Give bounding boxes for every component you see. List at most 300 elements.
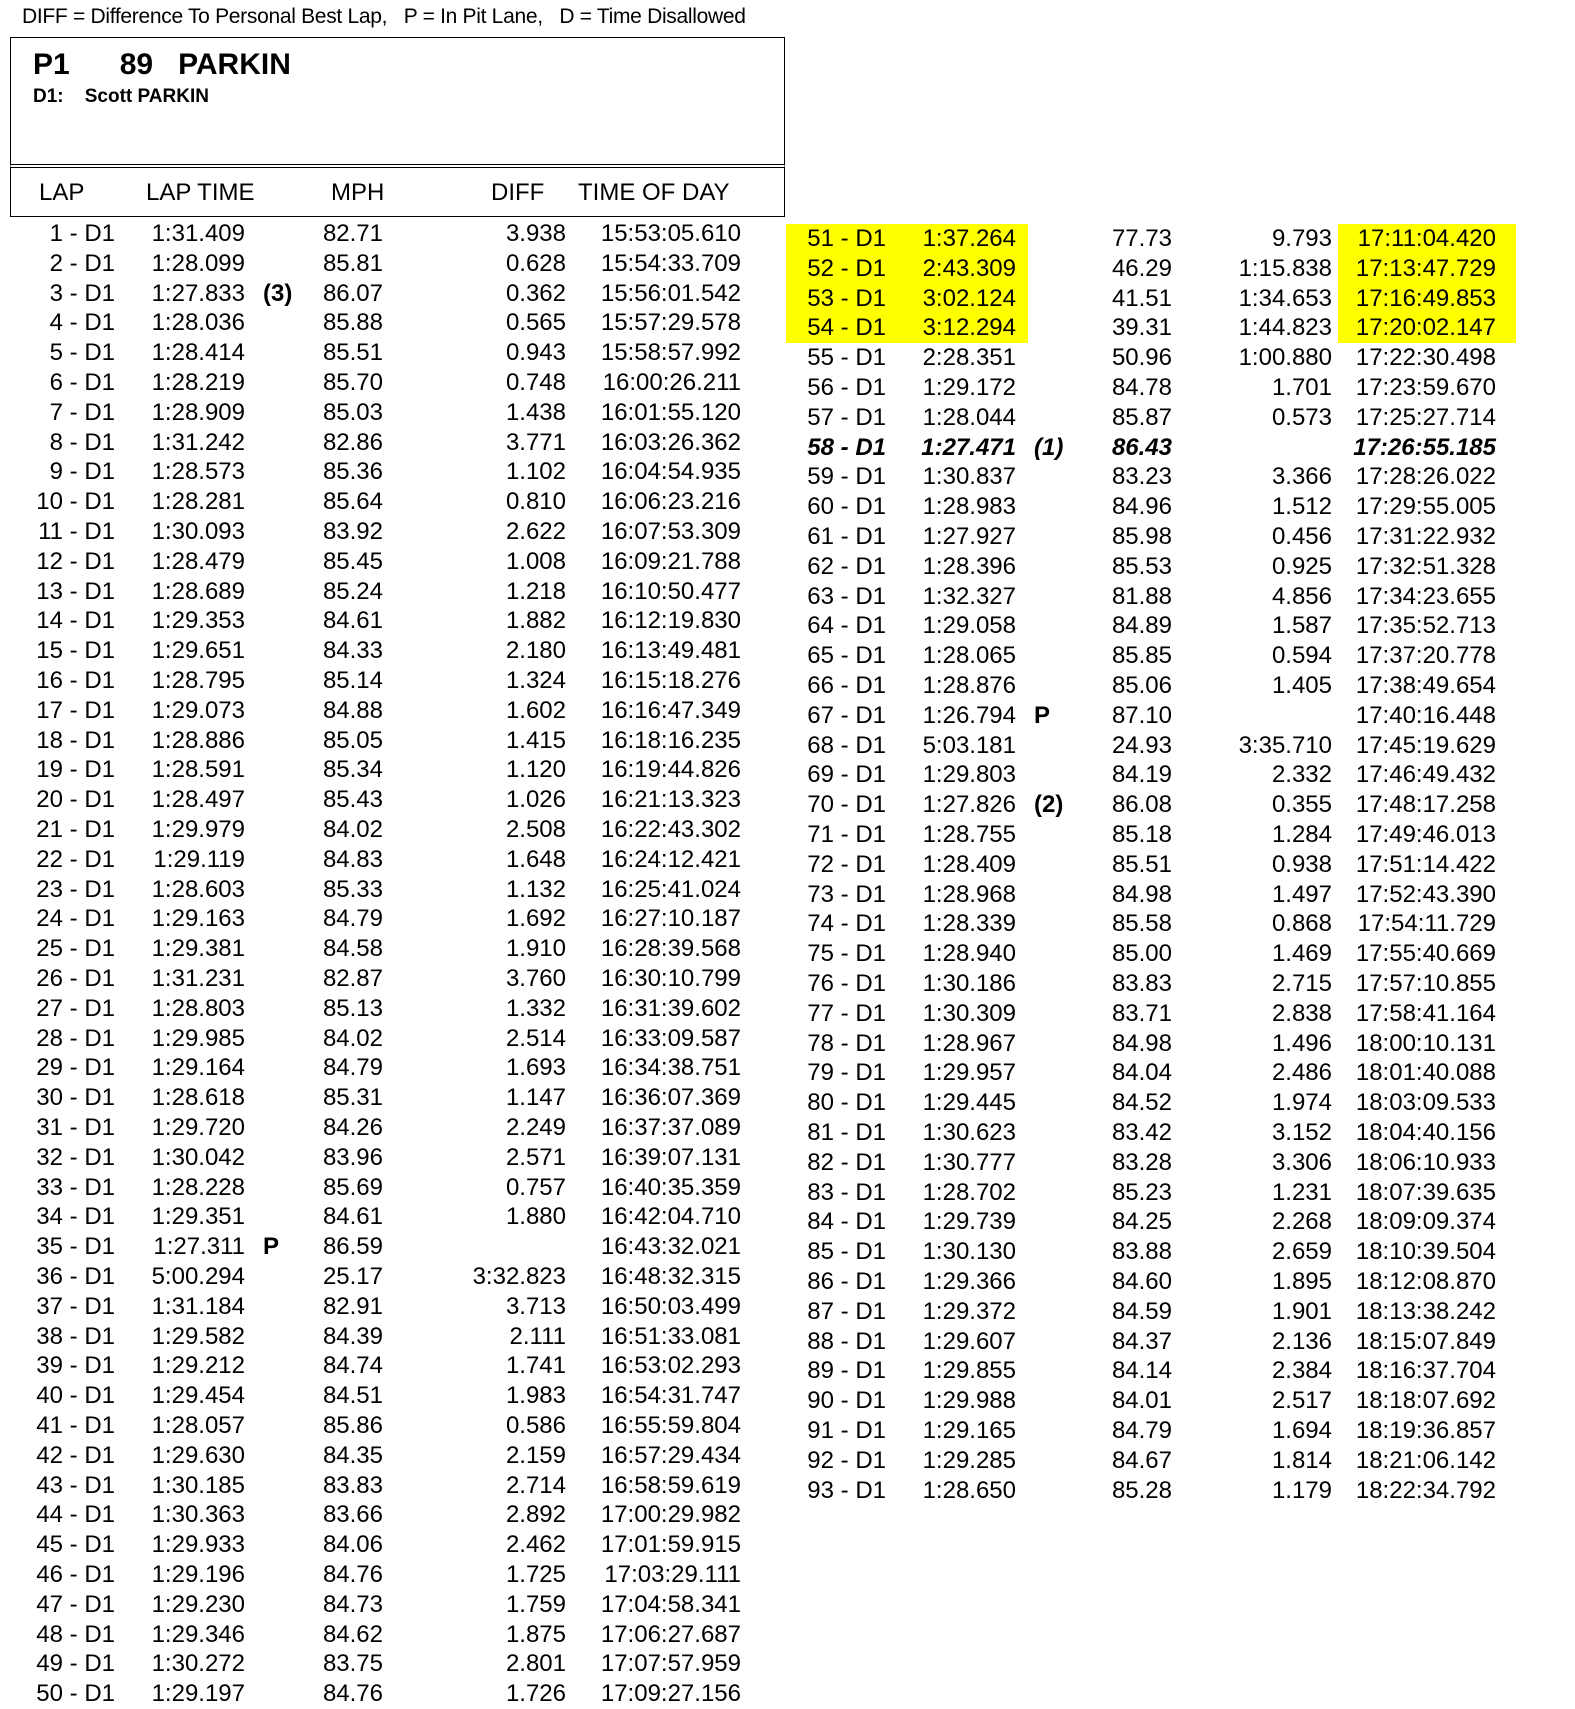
lap-mph: 84.26 bbox=[322, 1114, 383, 1141]
lap-mph: 85.98 bbox=[1111, 523, 1172, 550]
lap-row bbox=[786, 1237, 1575, 1267]
lap-time-of-day: 16:28:39.568 bbox=[600, 935, 741, 963]
lap-time-of-day: 17:49:46.013 bbox=[1355, 821, 1496, 848]
lap-time: 1:32.327 bbox=[922, 582, 1016, 610]
lap-mph: 84.52 bbox=[1111, 1089, 1172, 1117]
lap-mph: 41.51 bbox=[1111, 284, 1172, 312]
lap-number: 16 - D1 bbox=[36, 667, 115, 694]
lap-number: 41 - D1 bbox=[36, 1412, 115, 1439]
lap-mph: 84.67 bbox=[1111, 1446, 1172, 1474]
lap-number: 34 - D1 bbox=[36, 1203, 115, 1231]
lap-time: 1:28.057 bbox=[151, 1412, 245, 1439]
lap-time: 1:28.065 bbox=[922, 642, 1016, 670]
lap-row bbox=[786, 1029, 1575, 1059]
lap-diff: 2.801 bbox=[505, 1650, 566, 1678]
lap-row bbox=[0, 1143, 760, 1173]
lap-row bbox=[0, 1441, 760, 1471]
lap-row bbox=[786, 1207, 1575, 1237]
lap-time: 1:30.042 bbox=[151, 1143, 245, 1171]
driver-header-box bbox=[10, 37, 785, 164]
lap-mph: 85.51 bbox=[1111, 850, 1172, 878]
lap-row bbox=[786, 1476, 1575, 1506]
lap-time: 1:29.454 bbox=[151, 1382, 245, 1410]
lap-time-of-day: 17:51:14.422 bbox=[1355, 850, 1496, 878]
lap-mph: 86.59 bbox=[322, 1233, 383, 1261]
lap-time: 1:28.099 bbox=[151, 249, 245, 277]
lap-time: 1:30.309 bbox=[922, 999, 1016, 1027]
lap-time: 1:28.603 bbox=[151, 875, 245, 903]
lap-mph: 83.28 bbox=[1111, 1148, 1172, 1176]
lap-mph: 84.35 bbox=[322, 1441, 383, 1469]
lap-mph: 85.81 bbox=[322, 249, 383, 277]
lap-number: 50 - D1 bbox=[36, 1680, 115, 1708]
lap-row bbox=[0, 1560, 760, 1590]
lap-time: 1:30.093 bbox=[151, 518, 245, 545]
lap-time: 1:29.163 bbox=[151, 905, 245, 933]
lap-diff: 2.111 bbox=[509, 1322, 566, 1350]
lap-number: 75 - D1 bbox=[807, 940, 886, 968]
lap-mph: 85.31 bbox=[322, 1084, 383, 1112]
lap-time: 1:31.231 bbox=[151, 965, 245, 992]
lap-number: 36 - D1 bbox=[36, 1263, 115, 1290]
lap-row bbox=[0, 964, 760, 994]
lap-diff: 1.512 bbox=[1271, 493, 1332, 521]
lap-row bbox=[786, 284, 1575, 314]
lap-mph: 82.86 bbox=[322, 428, 383, 456]
lap-time-of-day: 16:50:03.499 bbox=[600, 1292, 741, 1320]
lap-time-of-day: 18:01:40.088 bbox=[1355, 1059, 1496, 1087]
lap-diff: 0.573 bbox=[1271, 403, 1332, 431]
lap-time-of-day: 17:23:59.670 bbox=[1355, 374, 1496, 401]
lap-time-of-day: 15:56:01.542 bbox=[600, 279, 741, 307]
lap-row bbox=[0, 1411, 760, 1441]
lap-mph: 83.92 bbox=[322, 518, 383, 545]
lap-mph: 83.66 bbox=[322, 1501, 383, 1529]
lap-time-of-day: 17:01:59.915 bbox=[600, 1531, 741, 1559]
lap-time: 1:29.230 bbox=[151, 1590, 245, 1618]
lap-number: 33 - D1 bbox=[36, 1173, 115, 1201]
lap-row bbox=[0, 219, 760, 249]
lap-number: 91 - D1 bbox=[807, 1417, 886, 1444]
col-lap-time: LAP TIME bbox=[146, 179, 255, 206]
lap-time-of-day: 17:22:30.498 bbox=[1355, 344, 1496, 372]
lap-time: 1:28.968 bbox=[922, 880, 1016, 908]
lap-row bbox=[786, 1178, 1575, 1208]
lap-row bbox=[0, 368, 760, 398]
lap-time: 1:27.826 bbox=[922, 791, 1016, 819]
lap-time-of-day: 17:31:22.932 bbox=[1355, 523, 1496, 550]
lap-number: 54 - D1 bbox=[807, 314, 886, 342]
lap-time: 1:28.909 bbox=[151, 398, 245, 426]
lap-time: 1:26.794 bbox=[922, 701, 1016, 729]
lap-time-of-day: 16:40:35.359 bbox=[600, 1173, 741, 1201]
lap-diff: 1.496 bbox=[1271, 1029, 1332, 1057]
lap-row bbox=[0, 875, 760, 905]
lap-mph: 83.23 bbox=[1111, 463, 1172, 491]
lap-time: 1:29.165 bbox=[922, 1417, 1016, 1444]
lap-time-of-day: 16:19:44.826 bbox=[600, 756, 741, 784]
lap-number: 71 - D1 bbox=[807, 821, 886, 848]
lap-diff: 1.882 bbox=[505, 607, 566, 635]
lap-row bbox=[786, 1327, 1575, 1357]
lap-row bbox=[0, 1322, 760, 1352]
lap-number: 26 - D1 bbox=[36, 965, 115, 992]
lap-time-of-day: 17:38:49.654 bbox=[1355, 672, 1496, 699]
lap-time-of-day: 17:46:49.432 bbox=[1355, 761, 1496, 789]
lap-time: 1:29.212 bbox=[151, 1352, 245, 1380]
lap-time: 1:28.795 bbox=[151, 667, 245, 694]
lap-row bbox=[786, 850, 1575, 880]
lap-row bbox=[0, 1083, 760, 1113]
lap-mph: 85.64 bbox=[322, 488, 383, 516]
lap-diff: 1.741 bbox=[505, 1352, 566, 1380]
lap-row bbox=[0, 904, 760, 934]
lap-diff: 1:00.880 bbox=[1238, 344, 1332, 372]
lap-diff: 1:15.838 bbox=[1238, 254, 1332, 282]
lap-time-of-day: 17:34:23.655 bbox=[1355, 582, 1496, 610]
lap-row bbox=[0, 308, 760, 338]
driver-label: D1: bbox=[33, 86, 64, 107]
lap-mph: 87.10 bbox=[1111, 701, 1172, 729]
lap-row bbox=[0, 815, 760, 845]
lap-mph: 85.86 bbox=[322, 1412, 383, 1439]
lap-time: 1:28.967 bbox=[922, 1029, 1016, 1057]
lap-time-of-day: 17:55:40.669 bbox=[1355, 940, 1496, 968]
lap-time-of-day: 17:58:41.164 bbox=[1355, 999, 1496, 1027]
lap-time: 1:29.351 bbox=[151, 1203, 245, 1231]
lap-diff: 1.120 bbox=[505, 756, 566, 784]
lap-mph: 84.61 bbox=[322, 607, 383, 635]
lap-mph: 85.69 bbox=[322, 1173, 383, 1201]
lap-time: 1:28.219 bbox=[151, 369, 245, 396]
lap-diff: 2.384 bbox=[1271, 1357, 1332, 1385]
lap-mph: 84.83 bbox=[322, 845, 383, 873]
lap-diff: 1.147 bbox=[505, 1084, 566, 1112]
lap-row bbox=[0, 1679, 760, 1709]
lap-mph: 84.04 bbox=[1111, 1059, 1172, 1087]
lap-row bbox=[786, 462, 1575, 492]
lap-time: 1:29.985 bbox=[151, 1024, 245, 1052]
lap-time: 1:28.573 bbox=[151, 458, 245, 486]
lap-number: 17 - D1 bbox=[36, 696, 115, 724]
lap-mph: 84.58 bbox=[322, 935, 383, 963]
lap-row bbox=[786, 820, 1575, 850]
lap-time-of-day: 16:06:23.216 bbox=[600, 488, 741, 516]
lap-number: 86 - D1 bbox=[807, 1268, 886, 1295]
lap-time-of-day: 16:16:47.349 bbox=[600, 696, 741, 724]
lap-time: 1:28.281 bbox=[151, 488, 245, 516]
lap-time-of-day: 16:04:54.935 bbox=[600, 458, 741, 486]
lap-time-of-day: 16:30:10.799 bbox=[600, 965, 741, 992]
lap-mph: 24.93 bbox=[1111, 731, 1172, 759]
lap-diff: 1.415 bbox=[505, 726, 566, 754]
lap-diff: 3:35.710 bbox=[1238, 731, 1332, 759]
lap-flag: (2) bbox=[1034, 791, 1064, 819]
lap-number: 62 - D1 bbox=[807, 552, 886, 580]
lap-number: 70 - D1 bbox=[807, 791, 886, 819]
lap-number: 15 - D1 bbox=[36, 637, 115, 665]
lap-time: 1:29.366 bbox=[922, 1268, 1016, 1295]
lap-number: 7 - D1 bbox=[49, 398, 115, 426]
lap-diff: 1.814 bbox=[1271, 1446, 1332, 1474]
lap-mph: 84.79 bbox=[322, 905, 383, 933]
lap-time-of-day: 17:45:19.629 bbox=[1355, 731, 1496, 759]
lap-mph: 85.05 bbox=[322, 726, 383, 754]
lap-number: 28 - D1 bbox=[36, 1024, 115, 1052]
lap-number: 90 - D1 bbox=[807, 1387, 886, 1415]
lap-row bbox=[786, 671, 1575, 701]
lap-mph: 85.58 bbox=[1111, 910, 1172, 938]
lap-time-of-day: 16:00:26.211 bbox=[602, 369, 741, 396]
lap-number: 78 - D1 bbox=[807, 1029, 886, 1057]
lap-time-of-day: 16:15:18.276 bbox=[600, 667, 741, 694]
lap-number: 30 - D1 bbox=[36, 1084, 115, 1112]
lap-time-of-day: 18:03:09.533 bbox=[1355, 1089, 1496, 1117]
lap-time: 1:28.876 bbox=[922, 672, 1016, 699]
lap-mph: 84.79 bbox=[322, 1054, 383, 1082]
lap-diff: 2.571 bbox=[505, 1143, 566, 1171]
lap-time-of-day: 16:51:33.081 bbox=[600, 1322, 741, 1350]
lap-diff: 1.648 bbox=[505, 845, 566, 873]
col-time-of-day: TIME OF DAY bbox=[578, 179, 730, 206]
lap-number: 58 - D1 bbox=[807, 433, 886, 461]
lap-number: 76 - D1 bbox=[807, 970, 886, 997]
lap-diff: 1.725 bbox=[505, 1561, 566, 1588]
lap-diff: 2.892 bbox=[505, 1501, 566, 1529]
lap-number: 1 - D1 bbox=[49, 220, 115, 247]
lap-row bbox=[786, 552, 1575, 582]
lap-time: 1:27.927 bbox=[922, 523, 1016, 550]
lap-time: 1:29.739 bbox=[922, 1208, 1016, 1236]
lap-row bbox=[0, 1173, 760, 1203]
lap-mph: 82.91 bbox=[322, 1292, 383, 1320]
lap-number: 22 - D1 bbox=[36, 845, 115, 873]
lap-mph: 84.88 bbox=[322, 696, 383, 724]
lap-diff: 1:34.653 bbox=[1238, 284, 1332, 312]
lap-diff: 2.715 bbox=[1271, 970, 1332, 997]
lap-number: 52 - D1 bbox=[807, 254, 886, 282]
lap-number: 57 - D1 bbox=[807, 403, 886, 431]
lap-time-of-day: 17:32:51.328 bbox=[1355, 552, 1496, 580]
lap-row bbox=[0, 1262, 760, 1292]
lap-time-of-day: 16:54:31.747 bbox=[600, 1382, 741, 1410]
lap-number: 80 - D1 bbox=[807, 1089, 886, 1117]
lap-row bbox=[0, 994, 760, 1024]
lap-row bbox=[786, 433, 1575, 463]
lap-time-of-day: 15:57:29.578 bbox=[600, 309, 741, 337]
lap-row bbox=[0, 1530, 760, 1560]
lap-diff: 2.514 bbox=[505, 1024, 566, 1052]
lap-time: 1:37.264 bbox=[922, 225, 1016, 252]
lap-mph: 84.61 bbox=[322, 1203, 383, 1231]
lap-row bbox=[786, 1148, 1575, 1178]
lap-mph: 82.71 bbox=[322, 220, 383, 247]
lap-mph: 84.51 bbox=[322, 1382, 383, 1410]
lap-mph: 84.06 bbox=[322, 1531, 383, 1559]
lap-diff: 2.332 bbox=[1271, 761, 1332, 789]
lap-number: 59 - D1 bbox=[807, 463, 886, 491]
column-header bbox=[10, 164, 785, 217]
lap-row bbox=[0, 428, 760, 458]
lap-time: 1:30.272 bbox=[151, 1650, 245, 1678]
lap-diff: 1.895 bbox=[1271, 1268, 1332, 1295]
lap-time-of-day: 16:42:04.710 bbox=[600, 1203, 741, 1231]
lap-mph: 84.96 bbox=[1111, 493, 1172, 521]
lap-time-of-day: 18:19:36.857 bbox=[1355, 1417, 1496, 1444]
lap-time-of-day: 16:55:59.804 bbox=[600, 1412, 741, 1439]
lap-number: 53 - D1 bbox=[807, 284, 886, 312]
lap-diff: 4.856 bbox=[1271, 582, 1332, 610]
lap-time: 1:29.164 bbox=[151, 1054, 245, 1082]
lap-diff: 2.838 bbox=[1271, 999, 1332, 1027]
lap-row bbox=[0, 1202, 760, 1232]
lap-row bbox=[786, 1088, 1575, 1118]
lap-time: 3:12.294 bbox=[922, 314, 1016, 342]
lap-row bbox=[0, 785, 760, 815]
lap-diff: 1.405 bbox=[1271, 672, 1332, 699]
lap-row bbox=[786, 1267, 1575, 1297]
lap-row bbox=[786, 939, 1575, 969]
lap-time-of-day: 16:31:39.602 bbox=[600, 994, 741, 1022]
lap-row bbox=[786, 790, 1575, 820]
lap-mph: 85.34 bbox=[322, 756, 383, 784]
lap-row bbox=[0, 487, 760, 517]
lap-number: 4 - D1 bbox=[49, 309, 115, 337]
lap-diff: 1.332 bbox=[505, 994, 566, 1022]
lap-row bbox=[0, 577, 760, 607]
lap-number: 31 - D1 bbox=[36, 1114, 115, 1141]
lap-diff: 0.925 bbox=[1271, 552, 1332, 580]
lap-mph: 84.19 bbox=[1111, 761, 1172, 789]
lap-number: 24 - D1 bbox=[36, 905, 115, 933]
lap-number: 67 - D1 bbox=[807, 701, 886, 729]
lap-mph: 84.76 bbox=[322, 1680, 383, 1708]
lap-time-of-day: 16:57:29.434 bbox=[600, 1441, 741, 1469]
lap-mph: 84.01 bbox=[1111, 1387, 1172, 1415]
lap-diff: 2.268 bbox=[1271, 1208, 1332, 1236]
lap-mph: 83.83 bbox=[322, 1471, 383, 1499]
lap-mph: 84.79 bbox=[1111, 1417, 1172, 1444]
lap-number: 68 - D1 bbox=[807, 731, 886, 759]
lap-time: 1:28.497 bbox=[151, 786, 245, 814]
lap-time: 1:28.702 bbox=[922, 1178, 1016, 1206]
lap-diff: 0.362 bbox=[505, 279, 566, 307]
lap-flag: (1) bbox=[1034, 433, 1064, 461]
lap-number: 43 - D1 bbox=[36, 1471, 115, 1499]
lap-number: 61 - D1 bbox=[807, 523, 886, 550]
lap-diff: 1.602 bbox=[505, 696, 566, 724]
lap-mph: 86.08 bbox=[1111, 791, 1172, 819]
lap-time: 1:28.414 bbox=[151, 339, 245, 367]
lap-number: 60 - D1 bbox=[807, 493, 886, 521]
lap-time: 1:29.607 bbox=[922, 1327, 1016, 1355]
lap-diff: 1.693 bbox=[505, 1054, 566, 1082]
lap-mph: 86.43 bbox=[1111, 433, 1172, 461]
lap-number: 25 - D1 bbox=[36, 935, 115, 963]
lap-time-of-day: 16:39:07.131 bbox=[600, 1143, 741, 1171]
lap-time-of-day: 17:25:27.714 bbox=[1355, 403, 1496, 431]
lap-diff: 1.284 bbox=[1271, 821, 1332, 848]
lap-time-of-day: 16:07:53.309 bbox=[600, 518, 741, 545]
lap-diff: 1:44.823 bbox=[1238, 314, 1332, 342]
lap-row bbox=[0, 1113, 760, 1143]
lap-number: 5 - D1 bbox=[49, 339, 115, 367]
lap-time-of-day: 16:37:37.089 bbox=[600, 1114, 741, 1141]
lap-diff: 2.249 bbox=[505, 1114, 566, 1141]
lap-number: 64 - D1 bbox=[807, 612, 886, 640]
lap-time-of-day: 17:28:26.022 bbox=[1355, 463, 1496, 491]
lap-number: 44 - D1 bbox=[36, 1501, 115, 1529]
lap-time: 1:27.311 bbox=[153, 1233, 245, 1261]
lap-mph: 84.62 bbox=[322, 1620, 383, 1648]
lap-number: 35 - D1 bbox=[36, 1233, 115, 1261]
lap-time-of-day: 16:13:49.481 bbox=[600, 637, 741, 665]
lap-mph: 84.60 bbox=[1111, 1268, 1172, 1295]
lap-row bbox=[786, 1416, 1575, 1446]
lap-time: 1:29.979 bbox=[151, 816, 245, 843]
lap-mph: 46.29 bbox=[1111, 254, 1172, 282]
lap-time-of-day: 16:10:50.477 bbox=[600, 577, 741, 605]
col-mph: MPH bbox=[331, 179, 385, 206]
lap-time: 1:29.285 bbox=[922, 1446, 1016, 1474]
lap-row bbox=[0, 1024, 760, 1054]
lap-number: 40 - D1 bbox=[36, 1382, 115, 1410]
lap-time-of-day: 18:04:40.156 bbox=[1355, 1119, 1496, 1146]
lap-time-of-day: 17:07:57.959 bbox=[600, 1650, 741, 1678]
lap-diff: 1.497 bbox=[1271, 880, 1332, 908]
lap-diff: 1.726 bbox=[505, 1680, 566, 1708]
lap-time-of-day: 16:22:43.302 bbox=[600, 816, 741, 843]
lap-number: 14 - D1 bbox=[36, 607, 115, 635]
lap-time-of-day: 16:48:32.315 bbox=[600, 1263, 741, 1290]
lap-row bbox=[0, 934, 760, 964]
lap-row bbox=[786, 969, 1575, 999]
lap-time-of-day: 17:54:11.729 bbox=[1357, 910, 1496, 938]
lap-number: 37 - D1 bbox=[36, 1292, 115, 1320]
lap-diff: 1.324 bbox=[505, 667, 566, 694]
lap-row bbox=[0, 1649, 760, 1679]
lap-diff: 0.757 bbox=[505, 1173, 566, 1201]
lap-time-of-day: 16:58:59.619 bbox=[600, 1471, 741, 1499]
lap-mph: 85.14 bbox=[322, 667, 383, 694]
lap-time: 1:30.186 bbox=[922, 970, 1016, 997]
lap-number: 72 - D1 bbox=[807, 850, 886, 878]
lap-time: 1:29.445 bbox=[922, 1089, 1016, 1117]
lap-time: 1:28.618 bbox=[151, 1084, 245, 1112]
lap-diff: 2.159 bbox=[505, 1441, 566, 1469]
lap-row bbox=[0, 517, 760, 547]
lap-mph: 84.25 bbox=[1111, 1208, 1172, 1236]
lap-mph: 50.96 bbox=[1111, 344, 1172, 372]
lap-time-of-day: 16:09:21.788 bbox=[600, 547, 741, 575]
lap-diff: 2.136 bbox=[1271, 1327, 1332, 1355]
driver-surname: PARKIN bbox=[178, 48, 291, 81]
lap-mph: 85.03 bbox=[322, 398, 383, 426]
lap-time-of-day: 17:48:17.258 bbox=[1355, 791, 1496, 819]
lap-diff: 2.517 bbox=[1271, 1387, 1332, 1415]
lap-mph: 81.88 bbox=[1111, 582, 1172, 610]
col-lap: LAP bbox=[39, 179, 85, 206]
lap-time-of-day: 16:18:16.235 bbox=[600, 726, 741, 754]
driver-name: Scott PARKIN bbox=[84, 86, 209, 107]
lap-row bbox=[786, 522, 1575, 552]
lap-diff: 0.938 bbox=[1271, 850, 1332, 878]
lap-time: 1:28.886 bbox=[151, 726, 245, 754]
lap-time: 1:31.409 bbox=[151, 220, 245, 247]
lap-row bbox=[786, 582, 1575, 612]
lap-mph: 85.87 bbox=[1111, 403, 1172, 431]
lap-time-of-day: 18:16:37.704 bbox=[1355, 1357, 1496, 1385]
